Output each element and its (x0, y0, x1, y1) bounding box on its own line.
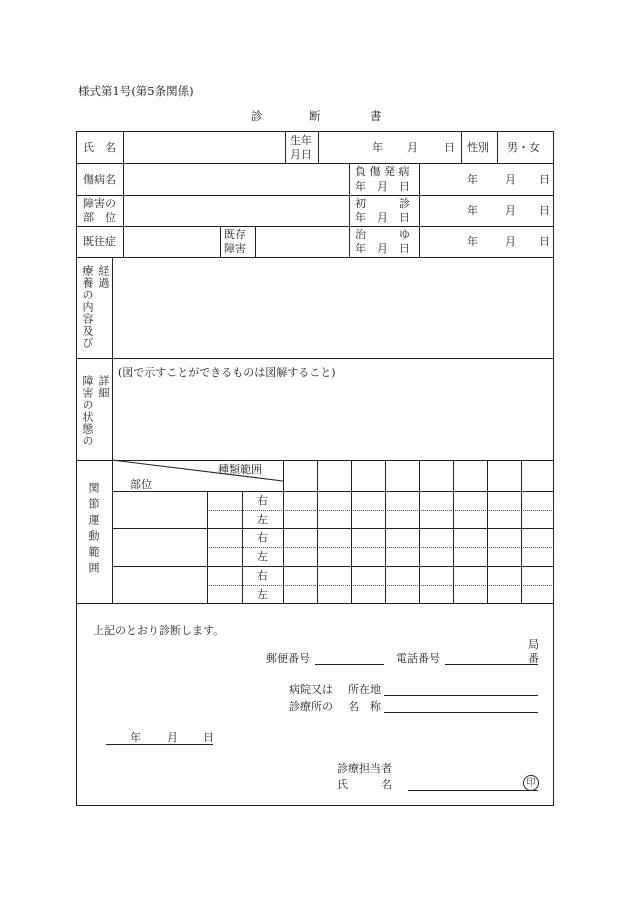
first-visit-day: 日 (539, 204, 550, 217)
cure-day: 日 (539, 235, 550, 248)
birth-year: 年 (372, 141, 383, 154)
disability-label-1: 障害の (83, 197, 116, 210)
injury-year: 年 (467, 173, 478, 186)
title-char-2: 断 (309, 109, 321, 123)
injury-label-1: 負 傷 発 病 (355, 165, 410, 178)
name-label: 氏 名 (83, 141, 116, 154)
postal-line (315, 664, 384, 665)
bureau-label: 局 (528, 638, 539, 651)
hospital-label-2: 診療所の (289, 700, 333, 713)
detail-note: (図で示すことができるものは図解すること) (118, 366, 336, 379)
date-line (106, 744, 213, 745)
form-number: 様式第1号(第5条関係) (78, 84, 194, 98)
sex-label: 性別 (467, 141, 489, 154)
title-char-3: 書 (370, 109, 382, 123)
postal-label: 郵便番号 (266, 652, 310, 665)
cure-label-2: 年 月 日 (355, 242, 410, 255)
disease-label: 傷病名 (83, 173, 116, 186)
type-range-label: 種類範囲 (218, 463, 262, 476)
rom-label: 関節運動範囲 (87, 482, 100, 578)
existing-label-1: 既存 (224, 228, 246, 241)
injury-day: 日 (539, 173, 550, 186)
disability-label-2: 部 位 (83, 211, 116, 224)
first-visit-label-2: 年 月 日 (355, 211, 410, 224)
right-label: 右 (257, 494, 268, 507)
cure-month: 月 (505, 235, 516, 248)
sign-year: 年 (130, 731, 141, 744)
ban-label: 番 (528, 652, 539, 665)
existing-label-2: 障害 (224, 242, 246, 255)
sign-day: 日 (203, 731, 214, 744)
birth-day: 日 (444, 141, 455, 154)
cure-year: 年 (467, 235, 478, 248)
birth-label-2: 月日 (290, 148, 312, 161)
birth-month: 月 (407, 141, 418, 154)
statement: 上記のとおり診断します。 (93, 624, 225, 637)
hospital-label-1: 病院又は (289, 683, 333, 696)
birth-label-1: 生年 (290, 134, 312, 147)
title-char-1: 診 (251, 109, 263, 123)
doctor-label: 診療担当者 (337, 762, 392, 775)
progress-label-1: 経過 (97, 265, 110, 289)
history-label: 既往症 (83, 235, 116, 248)
injury-label-2: 年 月 日 (355, 180, 410, 193)
progress-label-2: 療養の内容及び (81, 265, 94, 349)
left-label: 左 (257, 550, 268, 563)
left-label: 右 (257, 569, 268, 582)
first-visit-year: 年 (467, 204, 478, 217)
sign-month: 月 (167, 731, 178, 744)
right-label: 右 (257, 531, 268, 544)
cure-label-1: 治 ゆ (355, 228, 410, 241)
phone-label: 電話番号 (396, 652, 440, 665)
left-label: 左 (257, 588, 268, 601)
first-visit-label-1: 初 診 (355, 197, 410, 210)
sex-value: 男・女 (507, 141, 540, 154)
facility-name-label: 名 称 (348, 700, 381, 713)
detail-label-2: 障害の状態の (81, 375, 94, 447)
facility-name-line (384, 712, 538, 713)
left-label: 左 (257, 513, 268, 526)
doctor-name-line (408, 790, 538, 791)
address-label: 所在地 (348, 683, 381, 696)
seal-icon: 印 (523, 775, 539, 791)
doctor-name-label: 氏 名 (337, 778, 392, 791)
phone-line (445, 664, 538, 665)
detail-label-1: 詳細 (97, 375, 110, 399)
part-label: 部位 (130, 478, 152, 491)
address-line (384, 695, 538, 696)
first-visit-month: 月 (505, 204, 516, 217)
injury-month: 月 (505, 173, 516, 186)
